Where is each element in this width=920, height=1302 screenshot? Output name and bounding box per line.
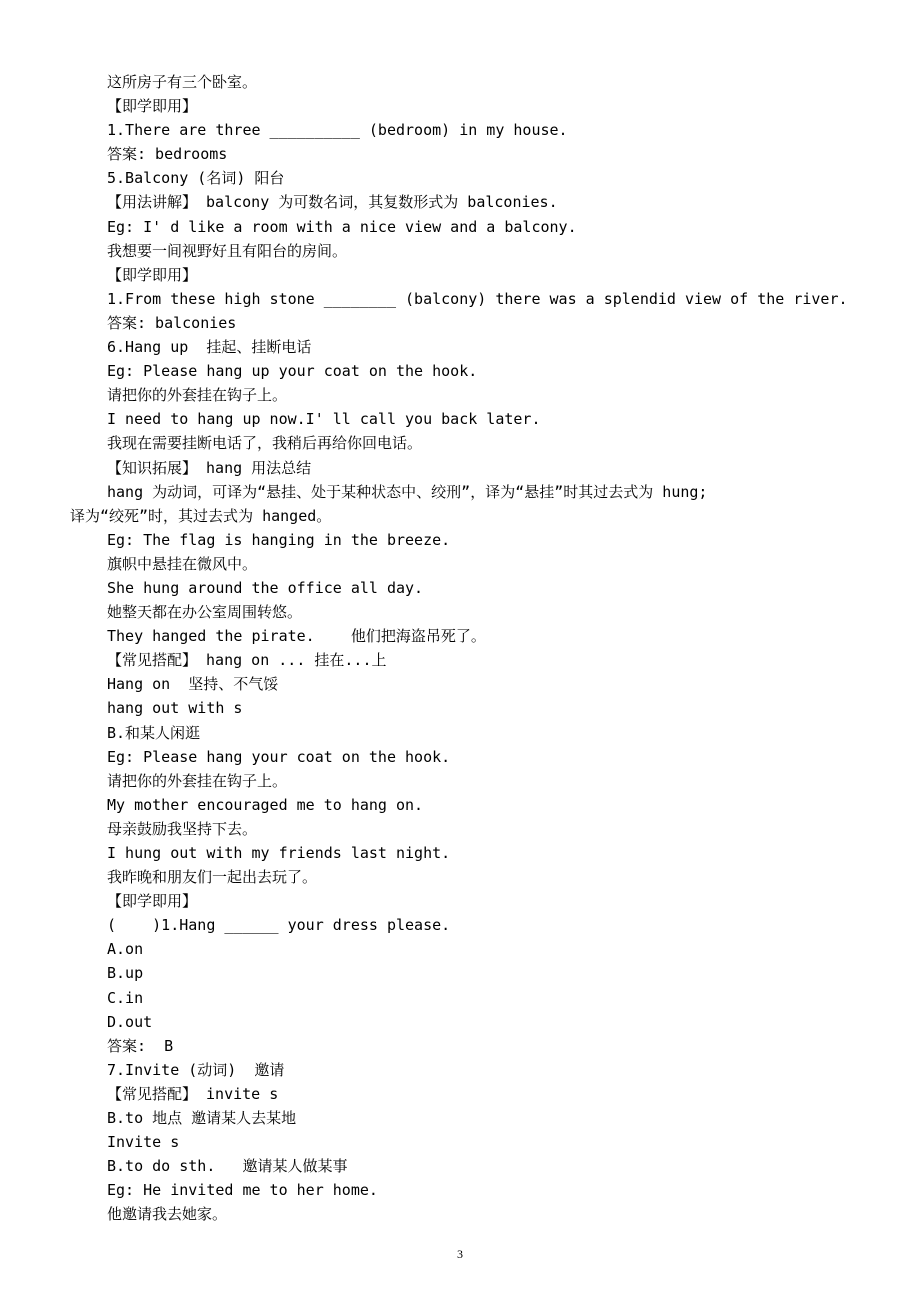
document-body [0, 70, 920, 1227]
page-number: 3 [457, 1247, 463, 1261]
text-line: C.in [107, 988, 144, 1007]
text-line: 请把你的外套挂在钩子上。 [107, 771, 288, 790]
text-line: 7.Invite (动词) 邀请 [107, 1060, 285, 1079]
text-line: Eg: Please hang your coat on the hook. [107, 747, 451, 766]
text-line: 6.Hang up 挂起、挂断电话 [107, 338, 312, 357]
text-line: Hang on 坚持、不气馁 [107, 675, 279, 694]
text-line: 5.Balcony (名词) 阳台 [107, 169, 285, 188]
text-line: 【常见搭配】 hang on ... 挂在...上 [107, 651, 387, 670]
text-line: 【即学即用】 [107, 265, 198, 284]
text-line: 我现在需要挂断电话了，我稍后再给你回电话。 [107, 434, 423, 453]
text-line: 【常见搭配】 invite s [107, 1084, 279, 1103]
text-line: 【即学即用】 [107, 97, 198, 116]
text-line: hang 为动词，可译为“悬挂、处于某种状态中、绞刑”，译为“悬挂”时其过去式为 hung; [107, 482, 708, 501]
text-line: A.on [107, 940, 144, 959]
text-line: 这所房子有三个卧室。 [107, 73, 258, 91]
text-line: I need to hang up now.I' ll call you back later. [107, 410, 541, 429]
text-line: 他邀请我去她家。 [107, 1205, 228, 1224]
text-line: D.out [107, 1012, 153, 1031]
text-line: B.to do sth. 邀请某人做某事 [107, 1157, 348, 1176]
text-line: 1.From these high stone ________ (balcony) there was a splendid view of the river. [107, 289, 848, 308]
text-line: She hung around the office all day. [107, 578, 424, 597]
text-line: hang out with s [107, 699, 243, 718]
text-line: B.和某人闲逛 [107, 723, 201, 742]
text-line: 母亲鼓励我坚持下去。 [107, 819, 258, 838]
text-line: 旗帜中悬挂在微风中。 [107, 554, 258, 573]
text-line: B.to 地点 邀请某人去某地 [107, 1109, 297, 1128]
text-line: Invite s [107, 1133, 180, 1152]
text-line: 译为“绞死”时，其过去式为 hanged。 [70, 506, 332, 525]
text-line: I hung out with my friends last night. [107, 844, 451, 862]
text-line: Eg: The flag is hanging in the breeze. [107, 530, 451, 549]
text-line: 【用法讲解】 balcony 为可数名词，其复数形式为 balconies. [107, 193, 558, 212]
text-line: 她整天都在办公室周围转悠。 [107, 603, 303, 622]
text-line: 答案: balconies [107, 313, 237, 332]
text-line: B.up [107, 964, 144, 983]
text-line: Eg: I' d like a room with a nice view and a balcony. [107, 217, 577, 236]
text-line: ( )1.Hang ______ your dress please. [107, 916, 451, 935]
text-line: 答案: bedrooms [107, 145, 228, 164]
text-line: They hanged the pirate. 他们把海盗吊死了。 [107, 627, 486, 646]
text-line: 答案: B [107, 1036, 174, 1055]
text-line: 1.There are three __________ (bedroom) in my house. [107, 121, 568, 140]
text-line: Eg: He invited me to her home. [107, 1181, 378, 1200]
text-line: 我想要一间视野好且有阳台的房间。 [107, 241, 348, 260]
text-line: 请把你的外套挂在钩子上。 [107, 386, 288, 405]
text-line: My mother encouraged me to hang on. [107, 795, 424, 814]
text-line: Eg: Please hang up your coat on the hook. [107, 362, 478, 381]
text-line: 【知识拓展】 hang 用法总结 [107, 458, 312, 477]
text-line: 我昨晚和朋友们一起出去玩了。 [107, 868, 318, 887]
text-line: 【即学即用】 [107, 892, 198, 911]
